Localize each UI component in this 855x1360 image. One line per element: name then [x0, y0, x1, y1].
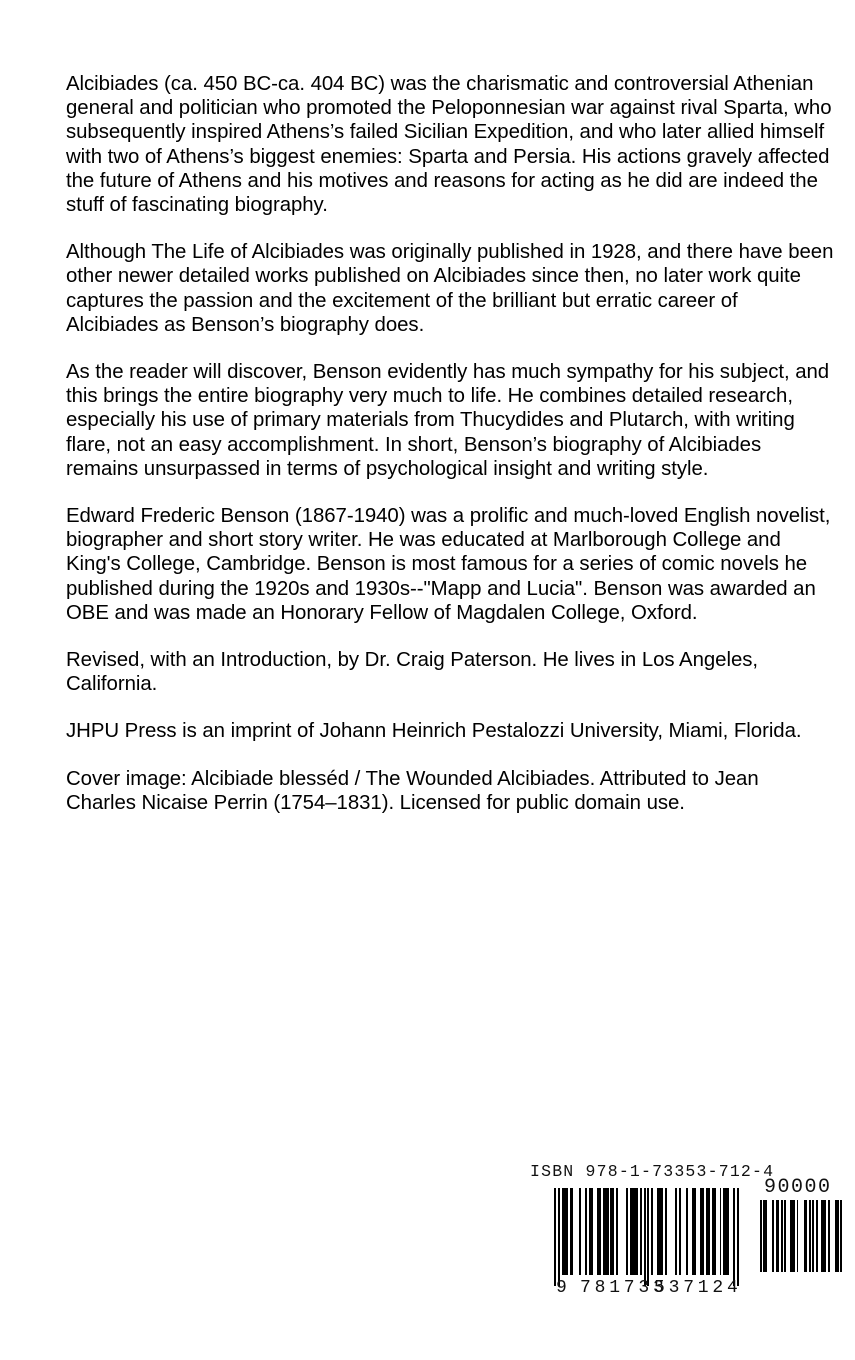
- barcode-bar: [626, 1188, 628, 1275]
- addon-bars: [760, 1200, 842, 1272]
- barcode-bar: [616, 1188, 618, 1275]
- barcode-bar: [840, 1200, 842, 1272]
- barcode-bar: [760, 1200, 762, 1272]
- barcode-bar: [712, 1188, 716, 1275]
- ean13-bars: [554, 1188, 739, 1286]
- addon-price-code-digits: 90000: [764, 1176, 832, 1199]
- barcode-bar: [570, 1188, 574, 1275]
- barcode-bar: [809, 1200, 811, 1272]
- barcode-bar: [733, 1188, 735, 1286]
- barcode-bar: [723, 1188, 729, 1275]
- barcode-bar: [706, 1188, 710, 1275]
- barcode-bar: [589, 1188, 593, 1275]
- barcode-bar: [679, 1188, 681, 1275]
- barcode-bar: [835, 1200, 838, 1272]
- barcode-bar: [554, 1188, 556, 1286]
- barcode-bar: [665, 1188, 667, 1275]
- barcode-bar: [828, 1200, 830, 1272]
- barcode-bar: [812, 1200, 814, 1272]
- barcode-bar: [790, 1200, 795, 1272]
- ean13-left-digits: 781733: [580, 1278, 668, 1298]
- barcode-bar: [647, 1188, 649, 1286]
- cover-image-credit-paragraph: Cover image: Alcibiade blesséd / The Wounded Alcibiades. Attributed to Jean Charles Nicaise Perrin (1754–1831). Licensed for public domain use.: [66, 767, 765, 814]
- barcode-bar: [610, 1188, 614, 1275]
- blurb-paragraph-1: Alcibiades (ca. 450 BC-ca. 404 BC) was the charismatic and controversial Athenian general and politician who promoted the Peloponnesian war against rival Sparta, who subsequently inspired Athens’s failed Sicilian Expedition, and who later allied himself with two of Athens’s biggest enemies: Sparta and Persia. His actions gravely affected the future of Athens and his motives and reasons for acting as he did are indeed the stuff of fascinating biography.: [66, 73, 838, 217]
- ean13-barcode: [554, 1188, 742, 1302]
- barcode-bar: [821, 1200, 826, 1272]
- barcode-bar: [686, 1188, 688, 1275]
- barcode-bar: [675, 1188, 677, 1275]
- barcode-bar: [558, 1188, 560, 1286]
- blurb-paragraph-2: Although The Life of Alcibiades was originally published in 1928, and there have been other newer detailed works published on Alcibiades since then, no later work quite captures the passion and the excitement of the brilliant but erratic career of Alcibiades as Benson’s biography does.: [66, 241, 839, 336]
- back-cover-blurb: [66, 72, 839, 815]
- barcode-bar: [700, 1188, 704, 1275]
- barcode-bar: [772, 1200, 774, 1272]
- author-bio-paragraph: Edward Frederic Benson (1867-1940) was a prolific and much-loved English novelist, biographer and short story writer. He was educated at Marlborough College and King's College, Cambridge. Benson is most famous for a series of comic novels he published during the 1920s and 1930s--"Mapp and Lucia". Benson was awarded an OBE and was made an Honorary Fellow of Magdalen College, Oxford.: [66, 505, 836, 624]
- barcode-bar: [640, 1188, 642, 1275]
- barcode-bar: [737, 1188, 739, 1286]
- barcode-bar: [781, 1200, 783, 1272]
- barcode-bar: [816, 1200, 818, 1272]
- barcode-bar: [804, 1200, 807, 1272]
- barcode-bar: [784, 1200, 786, 1272]
- publisher-note-paragraph: JHPU Press is an imprint of Johann Heinrich Pestalozzi University, Miami, Florida.: [66, 720, 802, 743]
- barcode-bar: [692, 1188, 696, 1275]
- barcode-bar: [644, 1188, 646, 1286]
- barcode-bar: [579, 1188, 581, 1275]
- barcode-bar: [585, 1188, 587, 1275]
- blurb-paragraph-3: As the reader will discover, Benson evidently has much sympathy for his subject, and this brings the entire biography very much to life. He combines detailed research, especially his use of primary materials from Thucydides and Plutarch, with writing flare, not an easy accomplishment. In short, Benson’s biography of Alcibiades remains unsurpassed in terms of psychological insight and writing style.: [66, 361, 835, 480]
- editor-note-paragraph: Revised, with an Introduction, by Dr. Craig Paterson. He lives in Los Angeles, California.: [66, 649, 764, 696]
- barcode-bar: [630, 1188, 638, 1275]
- ean13-lead-digit: 9: [556, 1278, 568, 1298]
- barcode-bar: [651, 1188, 653, 1275]
- barcode-bar: [562, 1188, 568, 1275]
- ean13-digits: [554, 1278, 742, 1300]
- isbn-label: ISBN 978-1-73353-712-4: [530, 1162, 775, 1181]
- barcode-bar: [657, 1188, 663, 1275]
- ean13-right-digits: 537124: [654, 1278, 742, 1298]
- addon-barcode: [760, 1200, 842, 1272]
- barcode-bar: [763, 1200, 766, 1272]
- barcode-bar: [603, 1188, 609, 1275]
- barcode-bar: [597, 1188, 601, 1275]
- barcode-bar: [797, 1200, 799, 1272]
- barcode-block: [528, 1162, 843, 1302]
- barcode-bar: [776, 1200, 779, 1272]
- barcode-bar: [720, 1188, 722, 1275]
